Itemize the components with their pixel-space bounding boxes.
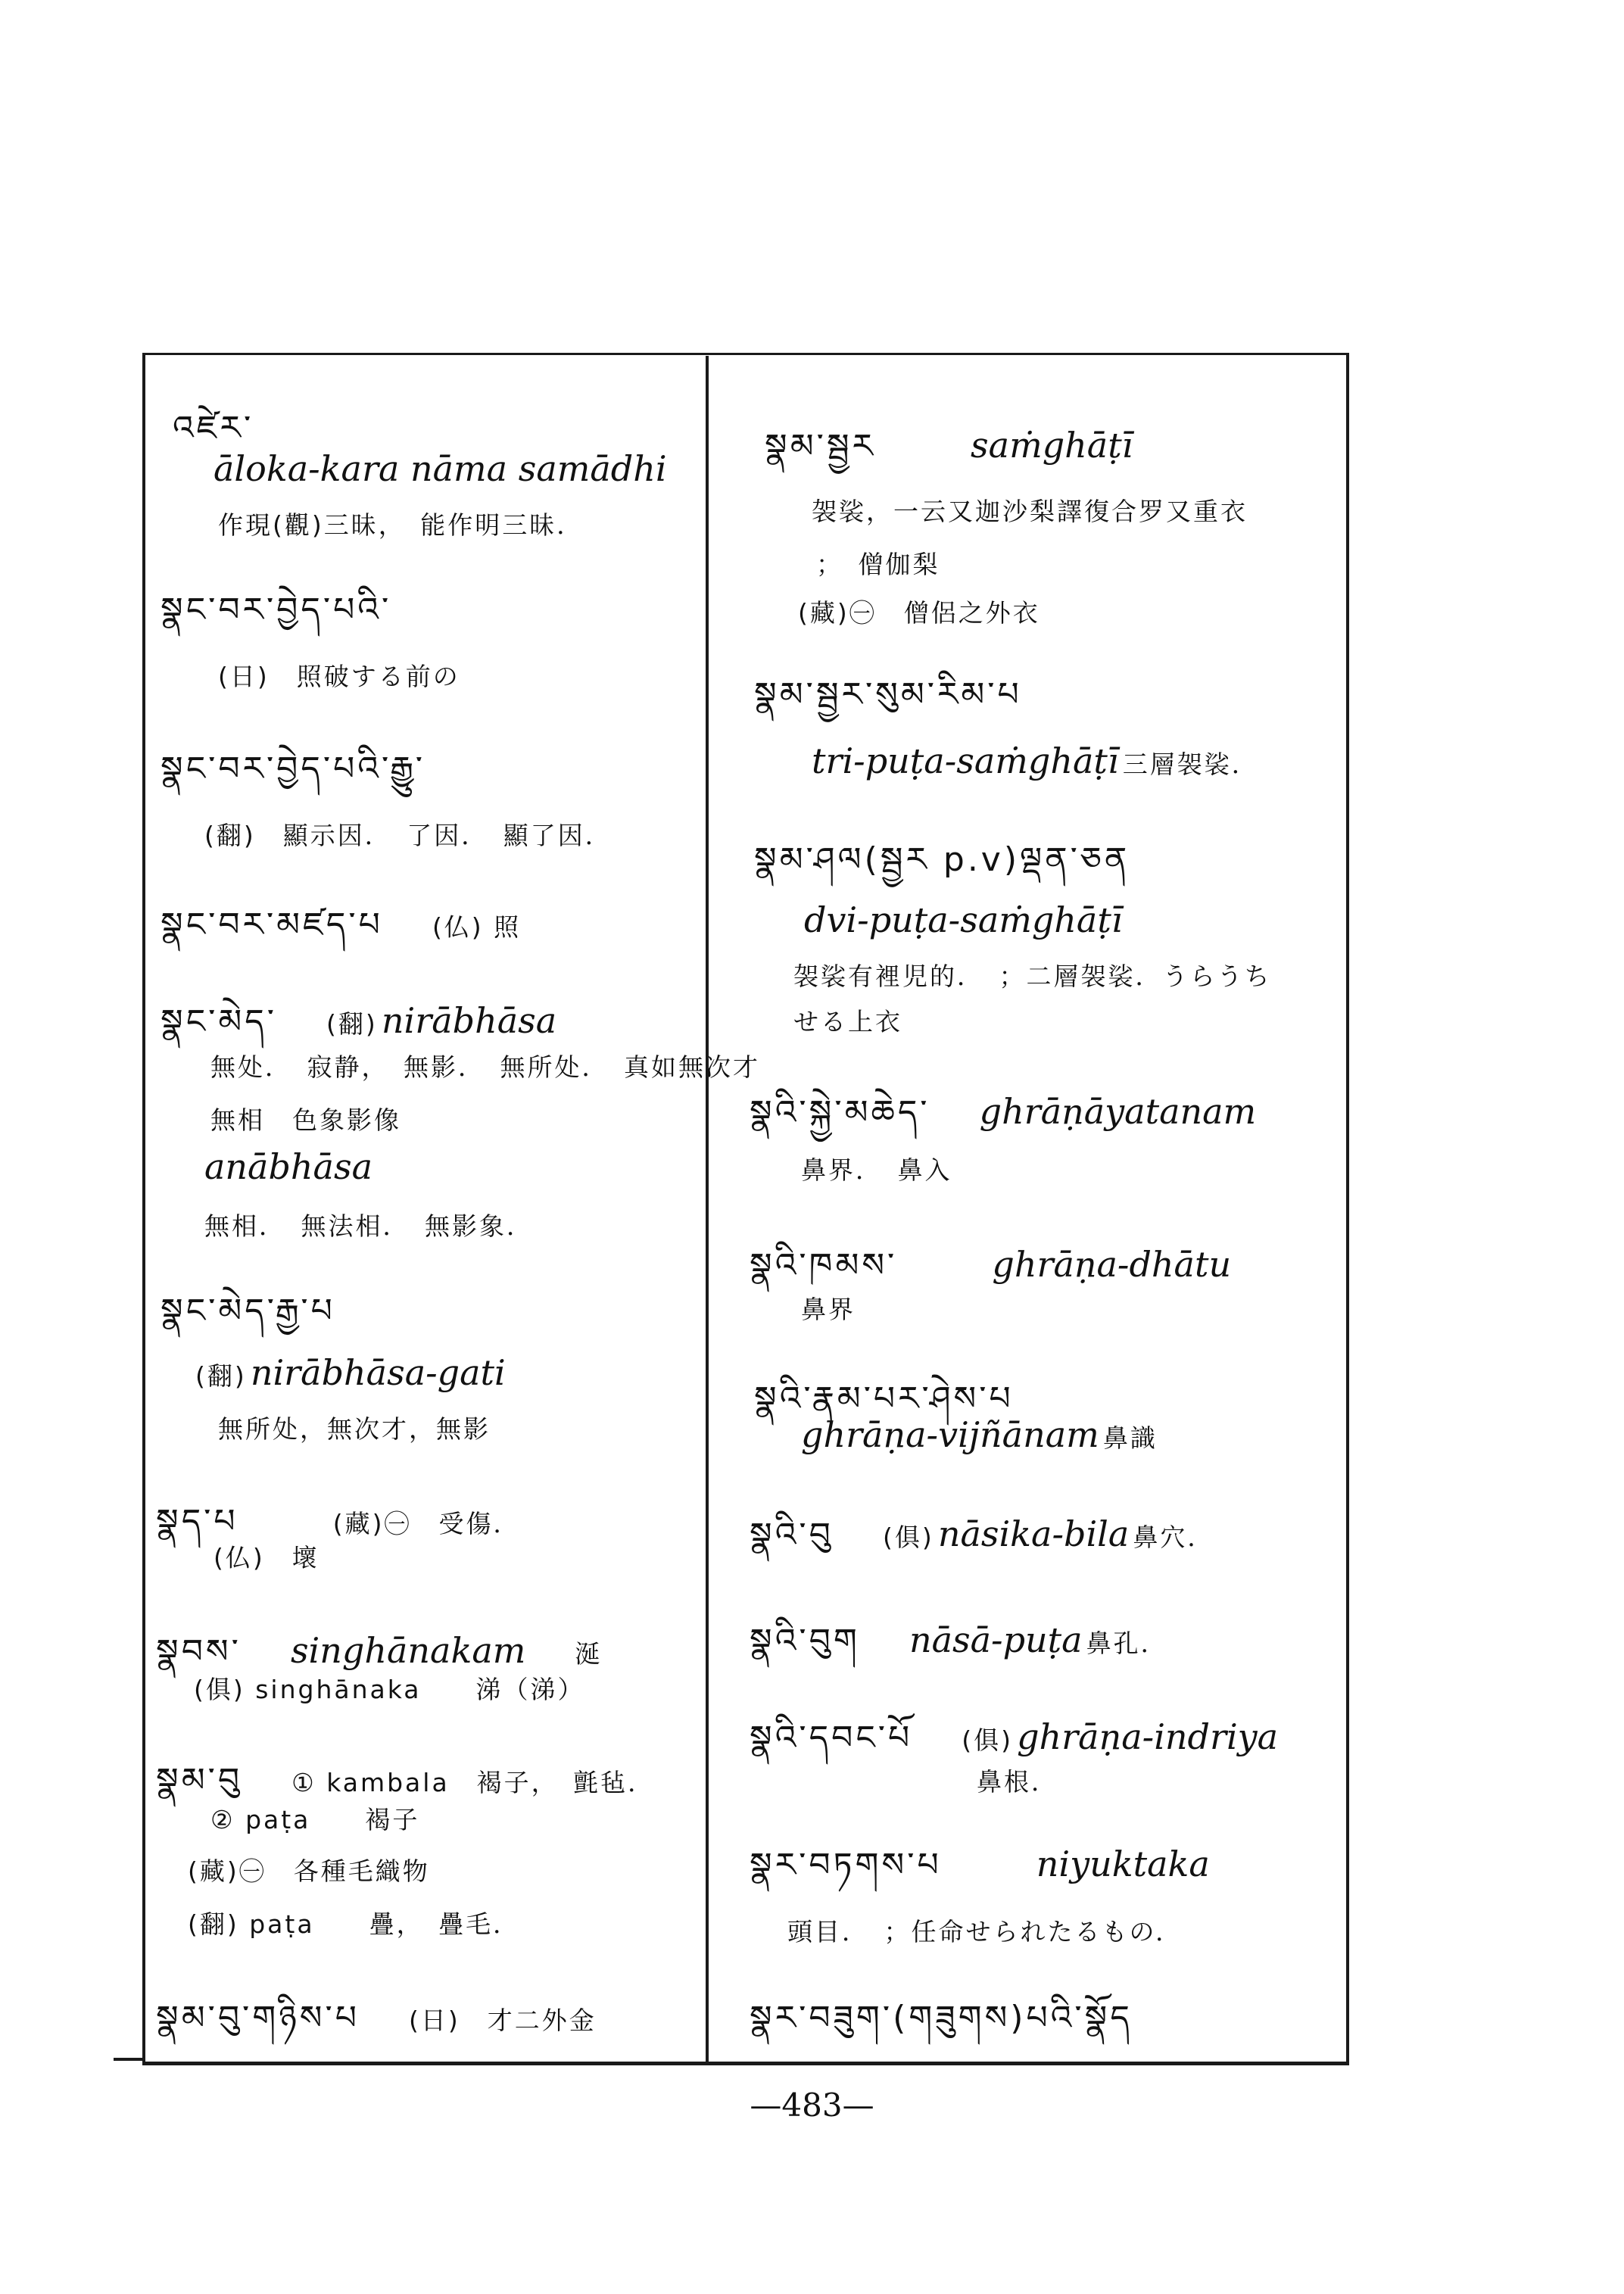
left-entry-10-gloss: (日) 才二外金 xyxy=(409,2006,597,2035)
right-entry-4-gloss: 鼻界． 鼻入 xyxy=(801,1155,952,1185)
left-entry-6-tibetan: སྣང་མེད་རྒྱ་པ xyxy=(161,1292,335,1330)
right-entry-6-tibetan: སྣའི་རྣམ་པར་ཤེས་པ xyxy=(754,1379,1014,1418)
frame-tick xyxy=(114,2058,144,2061)
right-entry-9-sanskrit: ghrāṇa-indriya xyxy=(1017,1716,1279,1757)
right-entry-9-gloss: 鼻根． xyxy=(977,1767,1058,1797)
right-entry-6-sanskrit: ghrāṇa-vijñānam xyxy=(801,1414,1099,1455)
left-entry-3-tibetan: སྣང་བར་བྱེད་པའི་རྒྱུ་ xyxy=(161,750,425,788)
left-entry-1-gloss: 作現(觀)三昧， 能作明三昧． xyxy=(218,510,584,540)
right-entry-1-sanskrit: saṁghāṭī xyxy=(971,425,1133,466)
right-entry-10-gloss: 頭目． ；任命せられたるもの． xyxy=(787,1917,1183,1946)
right-entry-10-sanskrit: niyuktaka xyxy=(1036,1844,1210,1884)
left-entry-10 xyxy=(156,1981,597,2074)
left-entry-5-note: (翻) xyxy=(326,1009,378,1039)
right-entry-4-tibetan: སྣའི་སྐྱེ་མཆེད་ xyxy=(750,1093,930,1132)
right-entry-1-head xyxy=(765,409,1133,503)
left-entry-5-gloss-1: 無处． 寂静， 無影． 無所处． 真如無次才 xyxy=(210,1052,760,1082)
left-entry-4 xyxy=(161,887,521,981)
right-entry-2-sanskrit: tri-puṭa-saṁghāṭī xyxy=(812,740,1119,781)
right-entry-1-gloss-1: 袈裟，一云又迦沙梨譯復合罗又重衣 xyxy=(812,497,1248,526)
right-entry-9-tibetan: སྣའི་དབང་པོ xyxy=(750,1719,913,1757)
left-entry-2-gloss: (日) 照破する前の xyxy=(218,662,460,691)
right-entry-5-gloss: 鼻界 xyxy=(801,1295,856,1324)
left-entry-8-tibetan: སྣབས་ xyxy=(156,1632,242,1671)
right-entry-7-note: (俱) xyxy=(882,1523,934,1552)
left-entry-10-tibetan: སྣམ་བུ་གཉིས་པ xyxy=(156,1999,360,2037)
left-entry-4-tibetan: སྣང་བར་མཛད་པ xyxy=(161,905,383,944)
right-entry-6-gloss: 鼻識 xyxy=(1102,1423,1158,1453)
left-entry-6-note: (翻) xyxy=(195,1361,247,1391)
right-entry-9-note: (俱) xyxy=(962,1725,1014,1755)
left-entry-5-gloss-3: 無相． 無法相． 無影象． xyxy=(204,1211,534,1241)
right-entry-3-sanskrit: dvi-puṭa-saṁghāṭī xyxy=(804,899,1123,940)
left-entry-5-tibetan: སྣང་མེད་ xyxy=(161,1002,277,1041)
left-entry-2-tibetan: སྣང་བར་བྱེད་པའི་ xyxy=(161,591,392,629)
column-divider xyxy=(706,356,709,2063)
left-entry-8-note: 涎 xyxy=(575,1639,603,1669)
left-entry-1-sanskrit: āloka-kara nāma samādhi xyxy=(214,448,667,489)
right-entry-3-gloss-1: 袈裟有裡児的． ；二層袈裟．うらうち xyxy=(793,962,1272,991)
left-entry-5-gloss-2: 無相 色象影像 xyxy=(210,1105,401,1135)
left-entry-6-sub xyxy=(195,1352,506,1393)
right-entry-7-gloss: 鼻穴． xyxy=(1133,1523,1215,1552)
left-entry-9-gloss-1: ① kambala 褐子， 氈毡． xyxy=(291,1768,656,1797)
right-entry-1-tibetan: སྣམ་སྦྱར xyxy=(765,427,876,466)
right-entry-10-head xyxy=(750,1828,1210,1922)
right-entry-8 xyxy=(750,1604,1168,1697)
left-entry-8-gloss: (俱) singhānaka 涕（涕） xyxy=(194,1675,585,1704)
right-entry-5-sanskrit: ghrāṇa-dhātu xyxy=(992,1244,1232,1285)
left-entry-9-gloss-4: (翻) paṭa 疊， 疊毛． xyxy=(188,1909,521,1939)
left-entry-6-gloss: 無所处，無次才，無影 xyxy=(218,1414,491,1444)
right-entry-6-sub xyxy=(801,1414,1158,1455)
right-entry-4-sanskrit: ghrāṇāyatanam xyxy=(979,1091,1257,1132)
left-entry-7-gloss-1: (藏)㊀ 受傷． xyxy=(332,1509,521,1538)
right-entry-7-tibetan: སྣའི་བུ xyxy=(750,1516,834,1554)
right-entry-3-gloss-2: せる上衣 xyxy=(793,1007,902,1036)
left-entry-1-tibetan: འཛེར་ xyxy=(173,409,254,447)
right-entry-10-tibetan: སྣར་བཏགས་པ xyxy=(750,1846,942,1884)
left-entry-9-gloss-2: ② paṭa 褐子 xyxy=(210,1805,420,1834)
left-entry-9-tibetan: སྣམ་བུ xyxy=(156,1761,243,1800)
left-entry-9-gloss-3: (藏)㊀ 各種毛織物 xyxy=(188,1856,430,1886)
right-entry-1-gloss-3: (藏)㊀ 僧侶之外衣 xyxy=(798,598,1040,628)
left-entry-3-gloss: (翻) 顯示因． 了因． 顯了因． xyxy=(204,821,613,850)
right-entry-7-sanskrit: nāsika-bila xyxy=(937,1513,1130,1554)
right-entry-7 xyxy=(750,1498,1214,1591)
right-entry-1-gloss-2: ； 僧伽梨 xyxy=(816,550,940,579)
left-entry-7-tibetan: སྣད་པ xyxy=(156,1502,238,1541)
right-entry-8-gloss: 鼻孔． xyxy=(1086,1629,1168,1658)
left-entry-8-sanskrit: singhānakam xyxy=(290,1630,526,1671)
right-entry-8-tibetan: སྣའི་བུག xyxy=(750,1622,860,1660)
left-entry-5-sanskrit: nirābhāsa xyxy=(381,1000,557,1041)
right-entry-2-tibetan: སྣམ་སྦྱར་སུམ་རིམ་པ xyxy=(754,675,1022,714)
right-entry-2-sub xyxy=(812,740,1259,781)
left-entry-7 xyxy=(156,1484,520,1578)
right-entry-8-sanskrit: nāsā-puṭa xyxy=(909,1619,1083,1660)
left-entry-5-sanskrit-2: anābhāsa xyxy=(204,1146,373,1187)
left-entry-7-gloss-2: (仏) 壞 xyxy=(214,1543,320,1572)
right-entry-3-tibetan: སྣམ་ཤལ(སྦྱར p.v)ལྡན་ཅན xyxy=(754,840,1130,879)
right-entry-5-tibetan: སྣའི་ཁམས་ xyxy=(750,1246,898,1285)
right-entry-11-tibetan: སྣར་བཟུག་(གཟུགས)པའི་སྣོད xyxy=(750,1999,1133,2037)
page-number: —483— xyxy=(750,2087,874,2124)
left-entry-6-sanskrit: nirābhāsa-gati xyxy=(250,1352,506,1393)
left-entry-4-gloss: (仏) 照 xyxy=(432,912,522,942)
right-entry-2-gloss: 三層袈裟． xyxy=(1122,750,1259,779)
